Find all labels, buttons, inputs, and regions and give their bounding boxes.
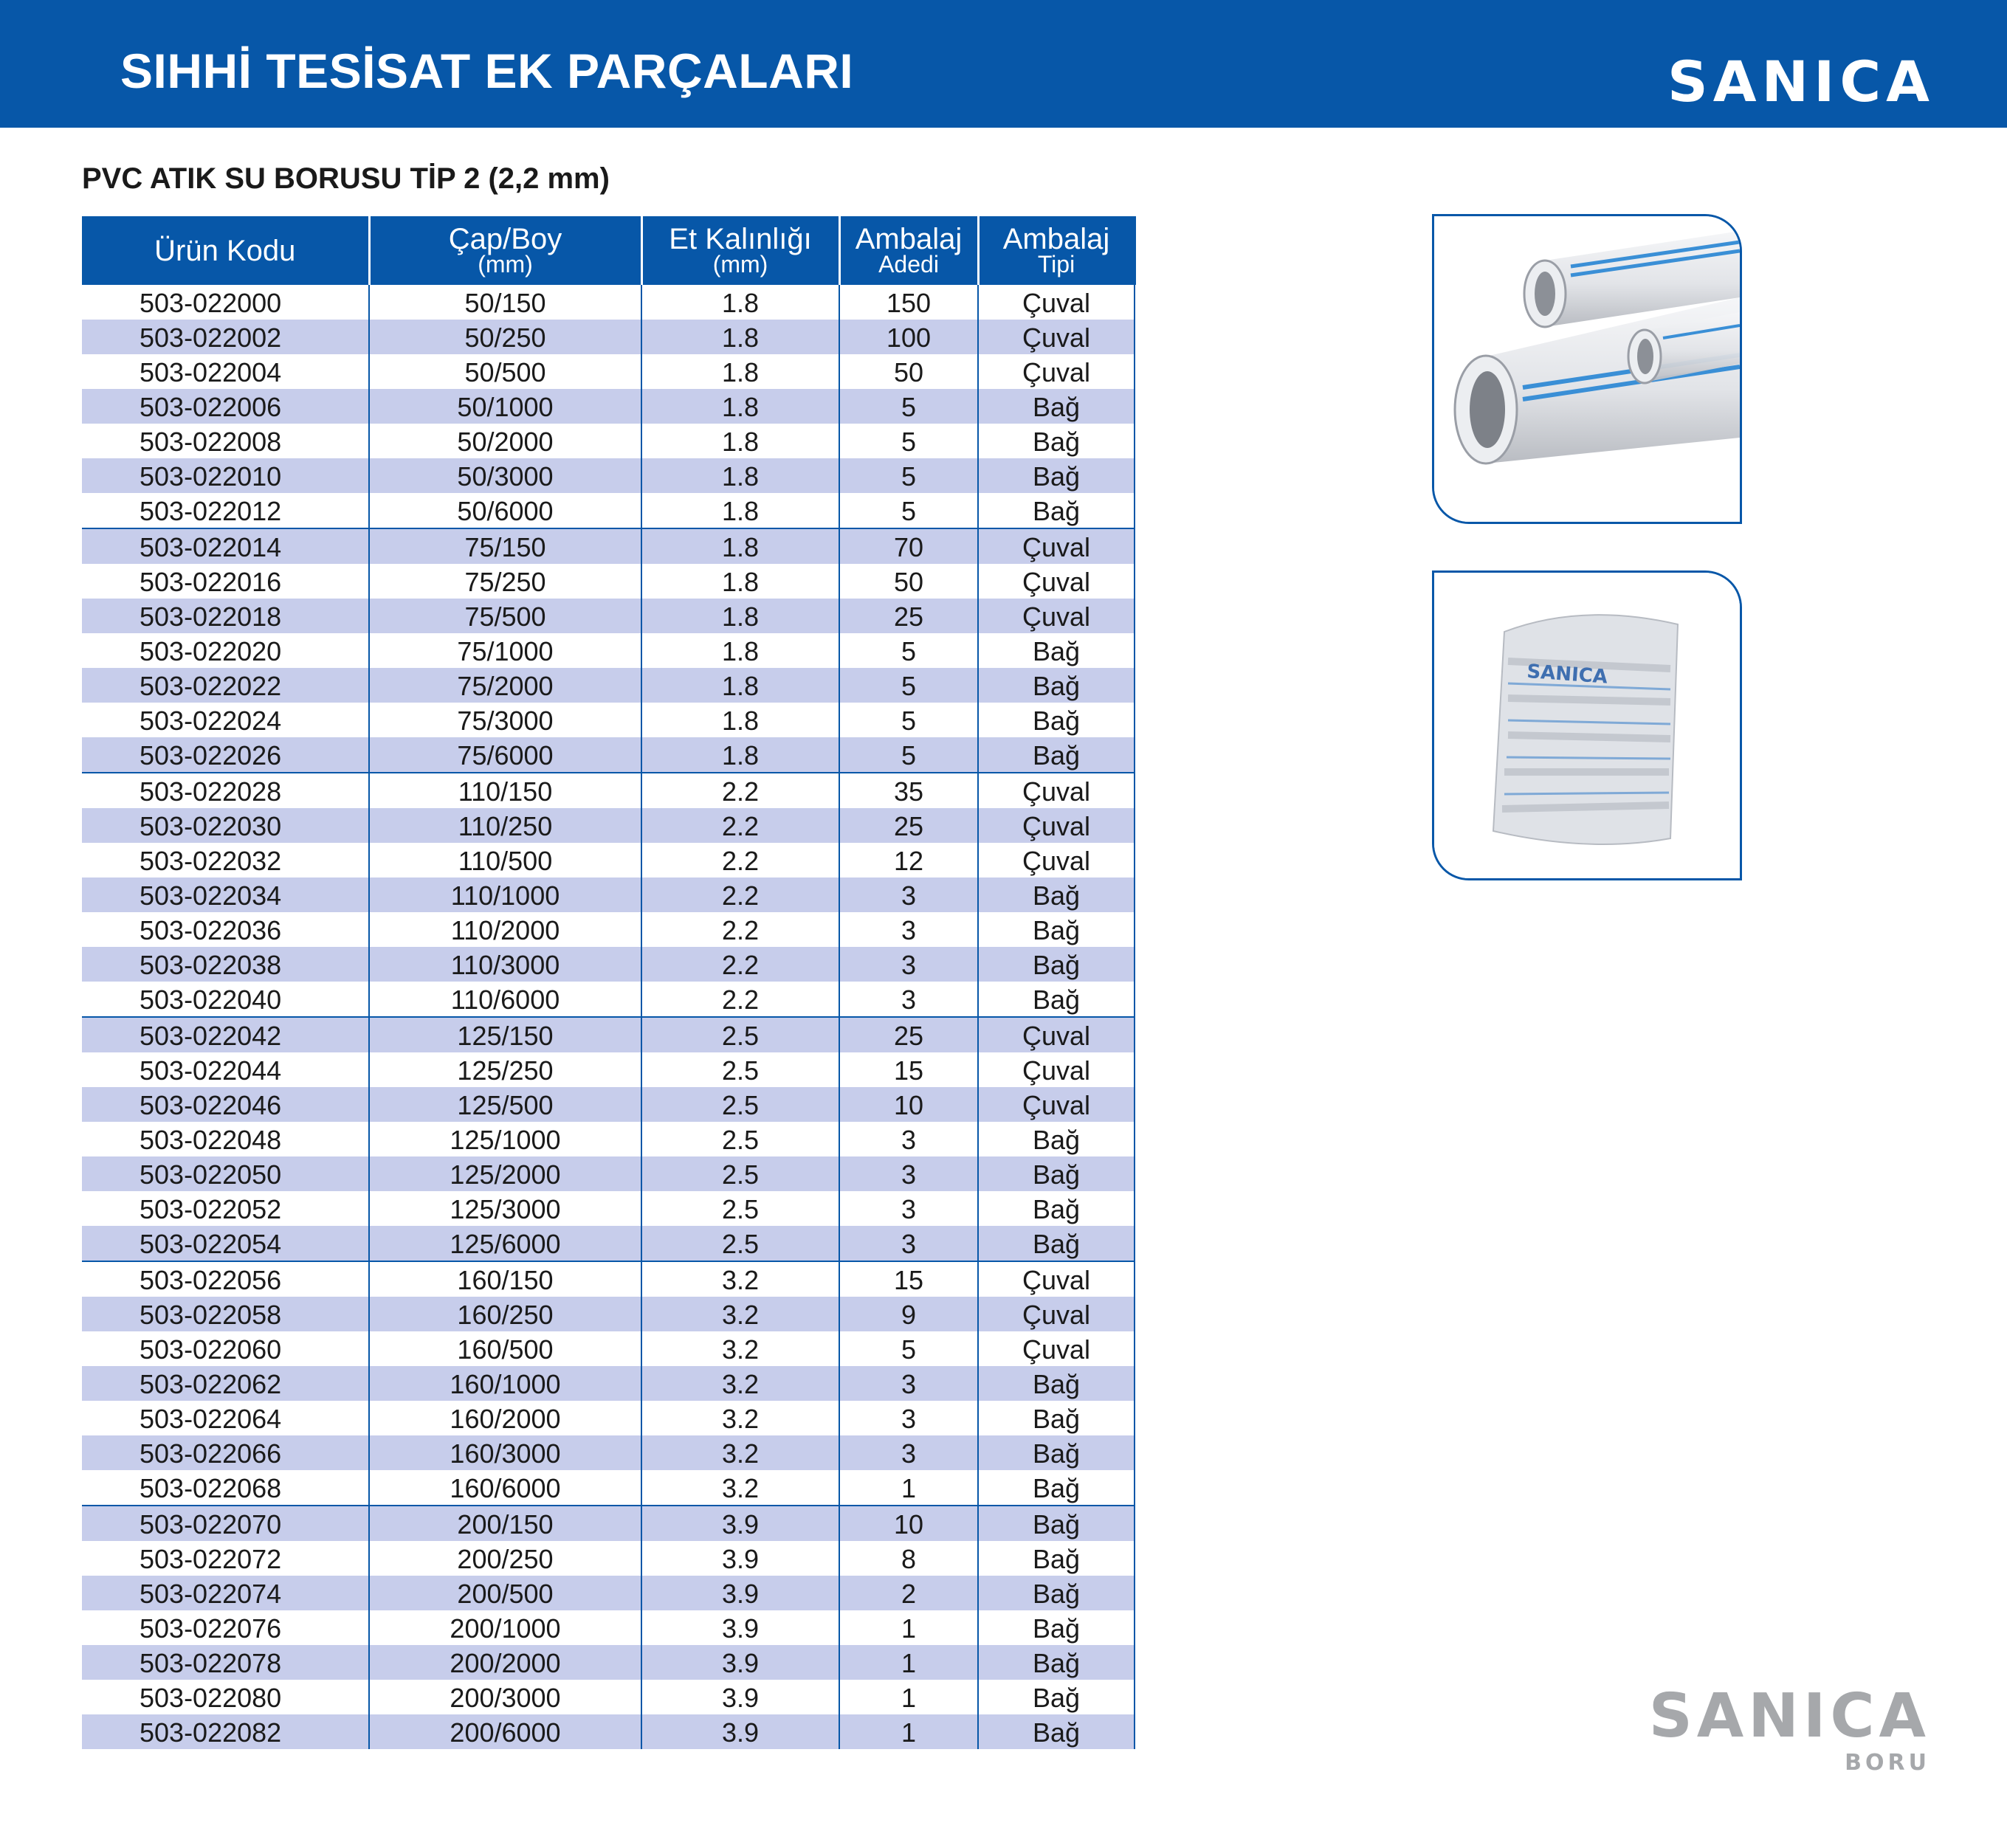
size-cell: 125/1000 xyxy=(369,1122,641,1156)
page-title: SIHHİ TESİSAT EK PARÇALARI xyxy=(120,44,854,98)
size-cell: 200/6000 xyxy=(369,1714,641,1749)
product-code-cell: 503-022030 xyxy=(82,808,369,843)
pack-type-cell: Bağ xyxy=(978,1576,1135,1610)
pack-type-cell: Bağ xyxy=(978,1122,1135,1156)
thickness-cell: 3.9 xyxy=(641,1506,839,1541)
pack-type-cell: Bağ xyxy=(978,1366,1135,1401)
product-code-cell: 503-022048 xyxy=(82,1122,369,1156)
column-header-label: Çap/Boy xyxy=(448,223,562,256)
table-row xyxy=(82,1680,1135,1714)
thickness-cell: 2.5 xyxy=(641,1087,839,1122)
thickness-cell: 3.2 xyxy=(641,1366,839,1401)
product-code-cell: 503-022038 xyxy=(82,947,369,982)
size-cell: 125/2000 xyxy=(369,1156,641,1191)
thickness-cell: 3.9 xyxy=(641,1541,839,1576)
footer-brand-logo: SANICA xyxy=(1648,1681,1930,1751)
thickness-cell: 3.2 xyxy=(641,1261,839,1297)
table-row xyxy=(82,458,1135,493)
thickness-cell: 2.2 xyxy=(641,982,839,1017)
pack-qty-cell: 3 xyxy=(839,878,978,912)
column-header-label: Ürün Kodu xyxy=(154,234,296,267)
pack-type-cell: Çuval xyxy=(978,354,1135,389)
pack-type-cell: Bağ xyxy=(978,703,1135,737)
table-row xyxy=(82,1156,1135,1191)
thickness-cell: 1.8 xyxy=(641,528,839,564)
pack-qty-cell: 5 xyxy=(839,458,978,493)
thickness-cell: 2.2 xyxy=(641,808,839,843)
footer-brand-sub: BORU xyxy=(1845,1750,1930,1776)
product-table xyxy=(82,216,1136,1749)
table-row xyxy=(82,1087,1135,1122)
pack-type-cell: Çuval xyxy=(978,1052,1135,1087)
size-cell: 75/3000 xyxy=(369,703,641,737)
thickness-cell: 1.8 xyxy=(641,703,839,737)
pack-type-cell: Bağ xyxy=(978,389,1135,424)
thickness-cell: 1.8 xyxy=(641,320,839,354)
pack-qty-cell: 10 xyxy=(839,1506,978,1541)
product-code-cell: 503-022052 xyxy=(82,1191,369,1226)
size-cell: 75/1000 xyxy=(369,633,641,668)
product-code-cell: 503-022082 xyxy=(82,1714,369,1749)
product-table-wrap xyxy=(82,216,1135,1749)
pack-qty-cell: 3 xyxy=(839,1401,978,1435)
size-cell: 160/3000 xyxy=(369,1435,641,1470)
size-cell: 200/3000 xyxy=(369,1680,641,1714)
product-code-cell: 503-022006 xyxy=(82,389,369,424)
product-code-cell: 503-022004 xyxy=(82,354,369,389)
thickness-cell: 2.5 xyxy=(641,1156,839,1191)
pack-type-cell: Çuval xyxy=(978,808,1135,843)
thickness-cell: 2.5 xyxy=(641,1226,839,1261)
size-cell: 110/2000 xyxy=(369,912,641,947)
table-row xyxy=(82,1261,1135,1297)
product-code-cell: 503-022072 xyxy=(82,1541,369,1576)
table-row xyxy=(82,528,1135,564)
table-row xyxy=(82,633,1135,668)
pack-qty-cell: 10 xyxy=(839,1087,978,1122)
pack-type-cell: Bağ xyxy=(978,1191,1135,1226)
product-code-cell: 503-022014 xyxy=(82,528,369,564)
size-cell: 75/250 xyxy=(369,564,641,599)
size-cell: 50/6000 xyxy=(369,493,641,528)
thickness-cell: 3.2 xyxy=(641,1435,839,1470)
pack-qty-cell: 70 xyxy=(839,528,978,564)
pack-qty-cell: 5 xyxy=(839,389,978,424)
pack-type-cell: Çuval xyxy=(978,1331,1135,1366)
table-row xyxy=(82,737,1135,773)
pack-qty-cell: 3 xyxy=(839,912,978,947)
product-code-cell: 503-022002 xyxy=(82,320,369,354)
packaged-pipes-sack-photo-icon xyxy=(1434,573,1740,878)
table-row xyxy=(82,1122,1135,1156)
pack-qty-cell: 5 xyxy=(839,1331,978,1366)
table-row xyxy=(82,1331,1135,1366)
pipe-photo-card xyxy=(1432,214,1742,524)
thickness-cell: 3.2 xyxy=(641,1401,839,1435)
product-code-cell: 503-022060 xyxy=(82,1331,369,1366)
thickness-cell: 2.2 xyxy=(641,878,839,912)
size-cell: 110/3000 xyxy=(369,947,641,982)
size-cell: 50/500 xyxy=(369,354,641,389)
table-row xyxy=(82,1017,1135,1052)
product-code-cell: 503-022078 xyxy=(82,1645,369,1680)
table-row xyxy=(82,1191,1135,1226)
column-header-label: Ambalaj xyxy=(1002,223,1110,256)
column-header-label: Ambalaj xyxy=(855,223,963,256)
pack-qty-cell: 25 xyxy=(839,808,978,843)
pack-qty-cell: 2 xyxy=(839,1576,978,1610)
product-code-cell: 503-022056 xyxy=(82,1261,369,1297)
product-code-cell: 503-022012 xyxy=(82,493,369,528)
thickness-cell: 2.2 xyxy=(641,947,839,982)
pack-qty-cell: 5 xyxy=(839,703,978,737)
pack-type-cell: Çuval xyxy=(978,528,1135,564)
pack-type-cell: Bağ xyxy=(978,1680,1135,1714)
pack-qty-cell: 1 xyxy=(839,1645,978,1680)
pack-type-cell: Bağ xyxy=(978,424,1135,458)
product-code-cell: 503-022044 xyxy=(82,1052,369,1087)
table-row xyxy=(82,808,1135,843)
thickness-cell: 1.8 xyxy=(641,354,839,389)
pack-type-cell: Çuval xyxy=(978,564,1135,599)
size-cell: 200/2000 xyxy=(369,1645,641,1680)
pack-qty-cell: 8 xyxy=(839,1541,978,1576)
thickness-cell: 2.5 xyxy=(641,1191,839,1226)
pack-type-cell: Bağ xyxy=(978,1226,1135,1261)
table-body xyxy=(82,285,1135,1749)
product-code-cell: 503-022018 xyxy=(82,599,369,633)
pack-qty-cell: 3 xyxy=(839,947,978,982)
table-row xyxy=(82,773,1135,808)
pack-qty-cell: 3 xyxy=(839,1122,978,1156)
pack-type-cell: Bağ xyxy=(978,493,1135,528)
pack-type-cell: Bağ xyxy=(978,1610,1135,1645)
size-cell: 110/1000 xyxy=(369,878,641,912)
product-code-cell: 503-022028 xyxy=(82,773,369,808)
size-cell: 160/2000 xyxy=(369,1401,641,1435)
thickness-cell: 2.5 xyxy=(641,1017,839,1052)
pack-type-cell: Bağ xyxy=(978,1470,1135,1506)
pack-type-cell: Çuval xyxy=(978,320,1135,354)
column-header-sub: Adedi xyxy=(878,251,939,278)
size-cell: 110/150 xyxy=(369,773,641,808)
product-code-cell: 503-022020 xyxy=(82,633,369,668)
table-row xyxy=(82,285,1135,320)
pack-qty-cell: 9 xyxy=(839,1297,978,1331)
pack-qty-cell: 3 xyxy=(839,1156,978,1191)
pack-qty-cell: 5 xyxy=(839,668,978,703)
product-code-cell: 503-022036 xyxy=(82,912,369,947)
product-code-cell: 503-022050 xyxy=(82,1156,369,1191)
pack-qty-cell: 5 xyxy=(839,633,978,668)
table-row xyxy=(82,1576,1135,1610)
size-cell: 110/500 xyxy=(369,843,641,878)
table-row xyxy=(82,668,1135,703)
pack-type-cell: Çuval xyxy=(978,1297,1135,1331)
pack-type-cell: Bağ xyxy=(978,878,1135,912)
column-header-label: Et Kalınlığı xyxy=(669,223,812,256)
pack-qty-cell: 5 xyxy=(839,424,978,458)
size-cell: 160/250 xyxy=(369,1297,641,1331)
size-cell: 125/250 xyxy=(369,1052,641,1087)
thickness-cell: 1.8 xyxy=(641,493,839,528)
table-row xyxy=(82,1541,1135,1576)
pack-type-cell: Bağ xyxy=(978,1506,1135,1541)
thickness-cell: 1.8 xyxy=(641,458,839,493)
table-row xyxy=(82,1297,1135,1331)
product-code-cell: 503-022016 xyxy=(82,564,369,599)
product-code-cell: 503-022032 xyxy=(82,843,369,878)
thickness-cell: 3.2 xyxy=(641,1470,839,1506)
size-cell: 200/250 xyxy=(369,1541,641,1576)
pack-type-cell: Bağ xyxy=(978,633,1135,668)
pack-type-cell: Bağ xyxy=(978,982,1135,1017)
column-header-thickness xyxy=(641,216,839,285)
table-row xyxy=(82,1366,1135,1401)
product-code-cell: 503-022034 xyxy=(82,878,369,912)
size-cell: 110/6000 xyxy=(369,982,641,1017)
thickness-cell: 1.8 xyxy=(641,389,839,424)
size-cell: 200/150 xyxy=(369,1506,641,1541)
pack-qty-cell: 25 xyxy=(839,1017,978,1052)
product-code-cell: 503-022070 xyxy=(82,1506,369,1541)
pack-type-cell: Çuval xyxy=(978,843,1135,878)
size-cell: 125/500 xyxy=(369,1087,641,1122)
section-title: PVC ATIK SU BORUSU TİP 2 (2,2 mm) xyxy=(82,162,610,195)
thickness-cell: 2.2 xyxy=(641,843,839,878)
thickness-cell: 3.9 xyxy=(641,1714,839,1749)
table-row xyxy=(82,1401,1135,1435)
thickness-cell: 1.8 xyxy=(641,285,839,320)
thickness-cell: 1.8 xyxy=(641,564,839,599)
pack-qty-cell: 25 xyxy=(839,599,978,633)
pack-qty-cell: 3 xyxy=(839,1366,978,1401)
size-cell: 50/250 xyxy=(369,320,641,354)
table-row xyxy=(82,982,1135,1017)
table-row xyxy=(82,564,1135,599)
size-cell: 50/2000 xyxy=(369,424,641,458)
column-header-size xyxy=(369,216,641,285)
size-cell: 200/1000 xyxy=(369,1610,641,1645)
pack-type-cell: Çuval xyxy=(978,599,1135,633)
pack-type-cell: Çuval xyxy=(978,773,1135,808)
product-code-cell: 503-022000 xyxy=(82,285,369,320)
thickness-cell: 1.8 xyxy=(641,633,839,668)
thickness-cell: 3.2 xyxy=(641,1297,839,1331)
product-code-cell: 503-022068 xyxy=(82,1470,369,1506)
pack-type-cell: Bağ xyxy=(978,947,1135,982)
table-row xyxy=(82,1645,1135,1680)
thickness-cell: 1.8 xyxy=(641,737,839,773)
thickness-cell: 2.5 xyxy=(641,1122,839,1156)
table-row xyxy=(82,1052,1135,1087)
thickness-cell: 3.2 xyxy=(641,1331,839,1366)
product-code-cell: 503-022062 xyxy=(82,1366,369,1401)
table-row xyxy=(82,354,1135,389)
pack-type-cell: Bağ xyxy=(978,912,1135,947)
thickness-cell: 3.9 xyxy=(641,1680,839,1714)
product-code-cell: 503-022064 xyxy=(82,1401,369,1435)
thickness-cell: 3.9 xyxy=(641,1576,839,1610)
product-code-cell: 503-022046 xyxy=(82,1087,369,1122)
size-cell: 125/6000 xyxy=(369,1226,641,1261)
product-code-cell: 503-022040 xyxy=(82,982,369,1017)
pack-qty-cell: 150 xyxy=(839,285,978,320)
size-cell: 50/1000 xyxy=(369,389,641,424)
table-row xyxy=(82,843,1135,878)
table-row xyxy=(82,493,1135,528)
product-code-cell: 503-022042 xyxy=(82,1017,369,1052)
table-row xyxy=(82,1610,1135,1645)
pack-type-cell: Bağ xyxy=(978,1156,1135,1191)
product-code-cell: 503-022010 xyxy=(82,458,369,493)
brand-logo: SANICA xyxy=(1667,49,1935,114)
size-cell: 160/500 xyxy=(369,1331,641,1366)
pack-qty-cell: 35 xyxy=(839,773,978,808)
pack-qty-cell: 1 xyxy=(839,1470,978,1506)
thickness-cell: 1.8 xyxy=(641,599,839,633)
pack-type-cell: Bağ xyxy=(978,1714,1135,1749)
thickness-cell: 3.9 xyxy=(641,1610,839,1645)
product-code-cell: 503-022026 xyxy=(82,737,369,773)
pack-qty-cell: 3 xyxy=(839,982,978,1017)
pack-type-cell: Çuval xyxy=(978,1087,1135,1122)
product-code-cell: 503-022058 xyxy=(82,1297,369,1331)
size-cell: 160/1000 xyxy=(369,1366,641,1401)
pack-qty-cell: 1 xyxy=(839,1680,978,1714)
table-row xyxy=(82,320,1135,354)
pack-type-cell: Bağ xyxy=(978,668,1135,703)
thickness-cell: 2.5 xyxy=(641,1052,839,1087)
size-cell: 75/500 xyxy=(369,599,641,633)
pack-qty-cell: 3 xyxy=(839,1435,978,1470)
pack-type-cell: Bağ xyxy=(978,1401,1135,1435)
pack-type-cell: Bağ xyxy=(978,1435,1135,1470)
size-cell: 50/3000 xyxy=(369,458,641,493)
pack-type-cell: Çuval xyxy=(978,1261,1135,1297)
table-row xyxy=(82,703,1135,737)
pvc-pipes-photo-icon xyxy=(1434,216,1740,522)
product-code-cell: 503-022054 xyxy=(82,1226,369,1261)
table-header-row xyxy=(82,216,1135,285)
pack-type-cell: Çuval xyxy=(978,1017,1135,1052)
pack-qty-cell: 100 xyxy=(839,320,978,354)
pack-qty-cell: 50 xyxy=(839,564,978,599)
table-row xyxy=(82,878,1135,912)
pack-type-cell: Bağ xyxy=(978,737,1135,773)
size-cell: 75/6000 xyxy=(369,737,641,773)
pack-qty-cell: 3 xyxy=(839,1226,978,1261)
header-bar xyxy=(0,0,2007,128)
product-code-cell: 503-022076 xyxy=(82,1610,369,1645)
product-code-cell: 503-022024 xyxy=(82,703,369,737)
pack-type-cell: Bağ xyxy=(978,1645,1135,1680)
column-header-unit: (mm) xyxy=(712,251,768,278)
pack-qty-cell: 1 xyxy=(839,1714,978,1749)
size-cell: 125/150 xyxy=(369,1017,641,1052)
column-header-sub: Tipi xyxy=(1037,251,1075,278)
product-code-cell: 503-022022 xyxy=(82,668,369,703)
column-header-pack-type xyxy=(978,216,1135,285)
table-row xyxy=(82,389,1135,424)
size-cell: 75/2000 xyxy=(369,668,641,703)
pack-qty-cell: 50 xyxy=(839,354,978,389)
pack-qty-cell: 5 xyxy=(839,737,978,773)
product-code-cell: 503-022080 xyxy=(82,1680,369,1714)
pack-qty-cell: 5 xyxy=(839,493,978,528)
pack-type-cell: Çuval xyxy=(978,285,1135,320)
size-cell: 110/250 xyxy=(369,808,641,843)
thickness-cell: 2.2 xyxy=(641,773,839,808)
table-row xyxy=(82,424,1135,458)
size-cell: 50/150 xyxy=(369,285,641,320)
product-code-cell: 503-022074 xyxy=(82,1576,369,1610)
pack-photo-card xyxy=(1432,570,1742,880)
thickness-cell: 1.8 xyxy=(641,424,839,458)
table-row xyxy=(82,1714,1135,1749)
sack-brand-print: SANICA xyxy=(1526,661,1608,689)
thickness-cell: 3.9 xyxy=(641,1645,839,1680)
thickness-cell: 1.8 xyxy=(641,668,839,703)
column-header-unit: (mm) xyxy=(478,251,533,278)
size-cell: 200/500 xyxy=(369,1576,641,1610)
size-cell: 160/6000 xyxy=(369,1470,641,1506)
pack-qty-cell: 15 xyxy=(839,1261,978,1297)
pack-type-cell: Bağ xyxy=(978,1541,1135,1576)
table-row xyxy=(82,1435,1135,1470)
pack-qty-cell: 1 xyxy=(839,1610,978,1645)
pack-qty-cell: 12 xyxy=(839,843,978,878)
table-row xyxy=(82,912,1135,947)
pack-qty-cell: 15 xyxy=(839,1052,978,1087)
pack-qty-cell: 3 xyxy=(839,1191,978,1226)
table-row xyxy=(82,599,1135,633)
product-code-cell: 503-022066 xyxy=(82,1435,369,1470)
table-row xyxy=(82,1506,1135,1541)
thickness-cell: 2.2 xyxy=(641,912,839,947)
size-cell: 125/3000 xyxy=(369,1191,641,1226)
table-row xyxy=(82,1470,1135,1506)
table-row xyxy=(82,1226,1135,1261)
column-header-code xyxy=(82,216,369,285)
column-header-pack-qty xyxy=(839,216,978,285)
product-code-cell: 503-022008 xyxy=(82,424,369,458)
size-cell: 160/150 xyxy=(369,1261,641,1297)
table-row xyxy=(82,947,1135,982)
size-cell: 75/150 xyxy=(369,528,641,564)
pack-type-cell: Bağ xyxy=(978,458,1135,493)
